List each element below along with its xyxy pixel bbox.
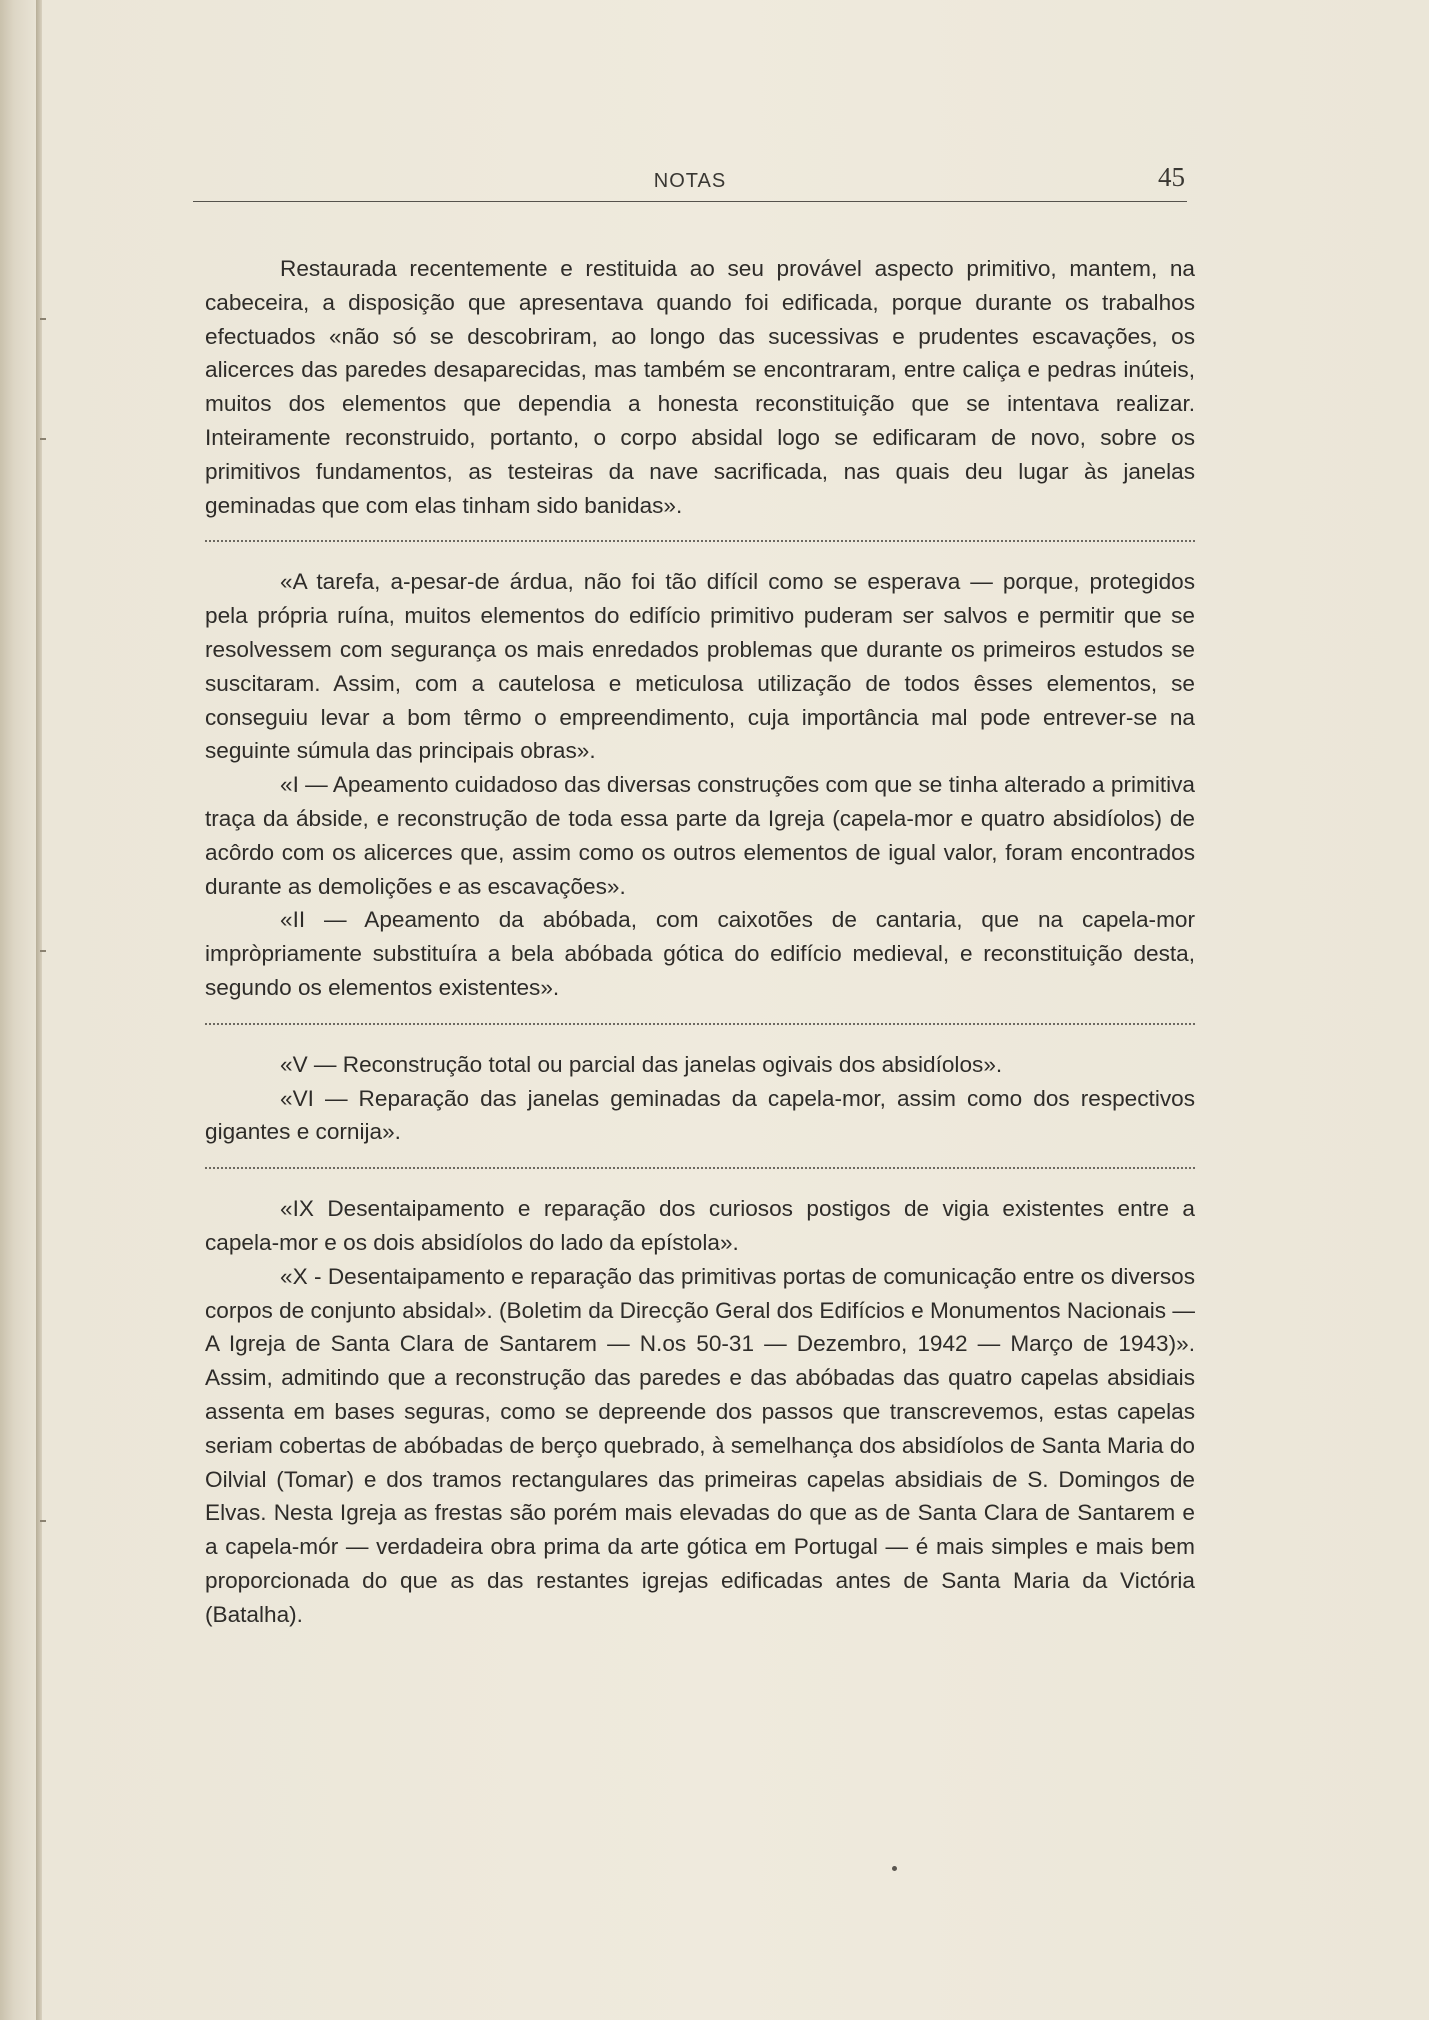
ellipsis-separator <box>205 1023 1195 1025</box>
header-rule <box>193 201 1187 202</box>
paragraph: «II — Apeamento da abóbada, com caixotões de cantaria, que na capela-mor impròpriamente substituíra a bela abóbada gótica do edifício medieval, e reconstituição desta, segundo os elementos existentes». <box>205 907 1195 1000</box>
paragraph: «V — Reconstrução total ou parcial das janelas ogivais dos absidíolos». <box>280 1051 1003 1077</box>
body-text <box>205 252 1195 1631</box>
running-head <box>193 162 1187 202</box>
margin-mark <box>40 438 46 440</box>
paragraph: «VI — Reparação das janelas geminadas da capela-mor, assim como dos respectivos gigantes e cornija». <box>205 1085 1195 1145</box>
paragraph: «IX Desentaipamento e reparação dos curiosos postigos de vigia existentes entre a capela-mor e os dois absidíolos do lado da epístola». <box>205 1196 1195 1255</box>
ink-dot <box>892 1866 897 1871</box>
margin-mark <box>40 1520 46 1522</box>
paragraph: Restaurada recentemente e restituida ao seu provável aspecto primitivo, mantem, na cabeceira, a disposição que apresentava quando foi edificada, porque durante os trabalhos efectuados «não só se descobriram, ao longo das sucessivas e prudentes escavações, os alicerces das paredes desaparecidas, mas também se encontraram, entre caliça e pedras inúteis, muitos dos elementos que dependia a honesta reconstituição que se intentava realizar. Inteiramente reconstruido, portanto, o corpo absidal logo se edificaram de novo, sobre os primitivos fundamentos, as testeiras da nave sacrificada, nas quais deu lugar às janelas geminadas que com elas tinham sido banidas». <box>205 256 1195 518</box>
margin-mark <box>40 318 46 320</box>
ellipsis-separator <box>205 540 1195 542</box>
ellipsis-separator <box>205 1167 1195 1169</box>
paragraph: «X - Desentaipamento e reparação das primitivas portas de comunicação entre os diversos corpos de conjunto absidal». (Boletim da Direcção Geral dos Edifícios e Monumentos Nacionais — A Igreja de Santa Clara de Santarem — N.os 50-31 — Dezembro, 1942 — Março de 1943)». Assim, admitindo que a reconstrução das paredes e das abóbadas das quatro capelas absidiais assenta em bases seguras, como se depreende dos passos que transcrevemos, estas capelas seriam cobertas de abóbadas de berço quebrado, à semelhança dos absidíolos de Santa Maria do Oilvial (Tomar) e dos tramos rectangulares das primeiras capelas absidiais de S. Domingos de Elvas. Nesta Igreja as frestas são porém mais elevadas do que as de Santa Clara de Santarem e a capela-mór — verdadeira obra prima da arte gótica em Portugal — é mais simples e mais bem proporcionada do que as das restantes igrejas edificadas antes de Santa Maria da Victória (Batalha). <box>205 1263 1195 1627</box>
paragraph: «I — Apeamento cuidadoso das diversas construções com que se tinha alterado a primitiva traça da ábside, e reconstrução de toda essa parte da Igreja (capela-mor e quatro absidíolos) de acôrdo com os alicerces que, assim como os outros elementos de igual valor, foram encontrados durante as demolições e as escavações». <box>205 772 1195 899</box>
page-number: 45 <box>1158 162 1185 192</box>
paragraph: «A tarefa, a-pesar-de árdua, não foi tão difícil como se esperava — porque, protegidos pela própria ruína, muitos elementos do edifício primitivo puderam ser salvos e permitir que se resolvessem com segurança os mais enredados problemas que durante os primeiros estudos se suscitaram. Assim, com a cautelosa e meticulosa utilização de todos êsses elementos, se conseguiu levar a bom têrmo o empreendimento, cuja importância mal pode entrever-se na seguinte súmula das principais obras». <box>205 569 1195 764</box>
page-binding-edge <box>36 0 42 2020</box>
margin-mark <box>40 950 46 952</box>
running-head-title: NOTAS <box>653 170 727 192</box>
